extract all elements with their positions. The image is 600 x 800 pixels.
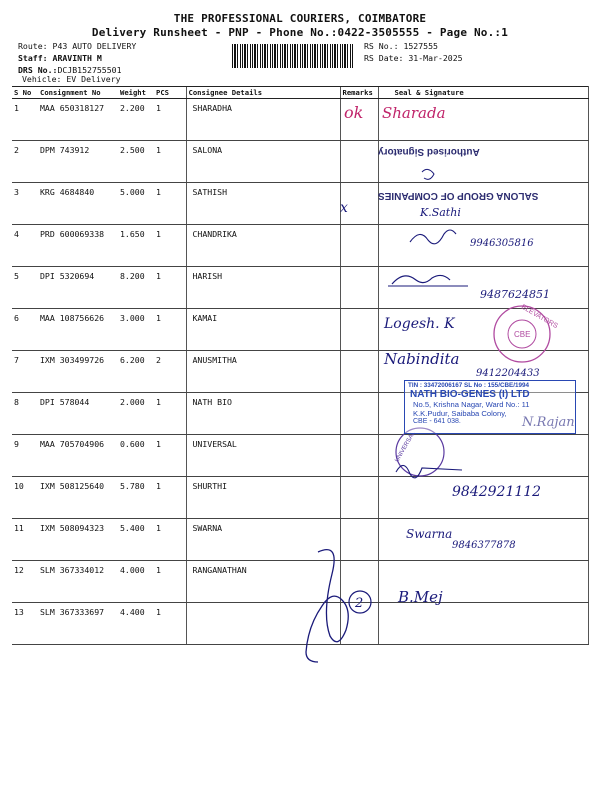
authorised-signatory-stamp: Authorised Signatory	[378, 146, 480, 157]
cell-seal-signature	[378, 309, 588, 351]
cell-consignment-no: MAA 108756626	[38, 309, 118, 351]
cell-remarks	[340, 267, 378, 309]
rs-no-value: 1527555	[403, 41, 438, 51]
stamp-address-line3: CBE - 641 038.	[413, 418, 461, 425]
cell-sno: 11	[12, 519, 38, 561]
cell-seal-signature	[378, 561, 588, 603]
cell-pcs: 2	[154, 351, 186, 393]
cell-consignee: UNIVERSAL	[186, 435, 340, 477]
elevators-seal-text: ELEVATORS	[519, 303, 559, 331]
cell-sno: 13	[12, 603, 38, 645]
staff-label: Staff:	[18, 53, 48, 63]
cell-consignment-no: IXM 508125640	[38, 477, 118, 519]
col-consignee: Consignee Details	[186, 87, 340, 99]
cell-pcs: 1	[154, 477, 186, 519]
cell-consignment-no: IXM 508094323	[38, 519, 118, 561]
table-header-row	[12, 87, 588, 99]
col-seal-signature: Seal & Signature	[378, 87, 588, 99]
cell-seal-signature	[378, 435, 588, 477]
handwritten-phone-row4: 9946305816	[470, 238, 534, 249]
cell-remarks	[340, 435, 378, 477]
col-weight: Weight	[118, 87, 154, 99]
signature-anusmitha: Nabindita	[384, 350, 460, 368]
rs-no-line	[364, 41, 438, 51]
cell-pcs: 1	[154, 183, 186, 225]
rs-date-line	[364, 53, 463, 63]
cell-seal-signature	[378, 99, 588, 141]
cell-weight: 5.400	[118, 519, 154, 561]
cell-weight: 2.500	[118, 141, 154, 183]
col-consignment-no: Consignment No	[38, 87, 118, 99]
cell-seal-signature	[378, 519, 588, 561]
table-row	[12, 309, 588, 351]
cell-consignee: SHARADHA	[186, 99, 340, 141]
cell-seal-signature	[378, 183, 588, 225]
table-row	[12, 435, 588, 477]
staff-value: ARAVINTH M	[52, 53, 102, 63]
runsheet-subtitle: Delivery Runsheet - PNP - Phone No.:0422-3505555 - Page No.:1	[91, 26, 509, 39]
cell-consignment-no: DPI 578044	[38, 393, 118, 435]
signature-row13: B.Mej	[398, 588, 443, 606]
cell-seal-signature	[378, 225, 588, 267]
cell-weight: 2.000	[118, 393, 154, 435]
cell-pcs: 1	[154, 225, 186, 267]
cell-weight: 2.200	[118, 99, 154, 141]
col-remarks: Remarks	[340, 87, 378, 99]
cell-remarks	[340, 393, 378, 435]
cell-sno: 1	[12, 99, 38, 141]
table-row	[12, 267, 588, 309]
handwritten-remark-x: x	[340, 200, 348, 216]
cell-consignment-no: IXM 303499726	[38, 351, 118, 393]
cell-weight: 5.000	[118, 183, 154, 225]
rs-date-label: RS Date:	[364, 53, 404, 63]
handwritten-phone-row6: 9487624851	[480, 288, 550, 301]
cell-pcs: 1	[154, 435, 186, 477]
cell-consignee: RANGANATHAN	[186, 561, 340, 603]
cell-remarks	[340, 477, 378, 519]
circled-mark-digit: 2	[355, 596, 364, 611]
rs-no-label: RS No.:	[364, 41, 399, 51]
cell-consignee: KAMAI	[186, 309, 340, 351]
stamp-tin-line: TIN : 33472006167 SL No : 155/CBE/1994	[408, 382, 529, 389]
col-pcs: PCS	[154, 87, 186, 99]
cell-consignment-no: SLM 367333697	[38, 603, 118, 645]
cell-pcs: 1	[154, 141, 186, 183]
staff-line	[18, 53, 102, 63]
cell-pcs: 1	[154, 603, 186, 645]
cell-weight: 8.200	[118, 267, 154, 309]
cell-pcs: 1	[154, 267, 186, 309]
cell-sno: 7	[12, 351, 38, 393]
universal-seal-text: UNIVERSAL	[394, 430, 417, 464]
cell-weight: 0.600	[118, 435, 154, 477]
cell-consignee: CHANDRIKA	[186, 225, 340, 267]
elevators-seal-center: CBE	[514, 330, 531, 339]
cell-consignment-no: KRG 4684840	[38, 183, 118, 225]
cell-consignee: HARISH	[186, 267, 340, 309]
cell-remarks	[340, 309, 378, 351]
cell-remarks	[340, 183, 378, 225]
cell-consignee: SWARNA	[186, 519, 340, 561]
stamp-address-line1: No.5, Krishna Nagar, Ward No.: 11	[413, 400, 530, 409]
drs-barcode	[232, 44, 354, 68]
handwritten-remark-ok: ok	[344, 103, 364, 122]
table-row	[12, 561, 588, 603]
cell-seal-signature	[378, 267, 588, 309]
cell-sno: 4	[12, 225, 38, 267]
cell-weight: 5.780	[118, 477, 154, 519]
route-line	[18, 41, 136, 51]
signature-sharadha: Sharada	[382, 104, 446, 122]
cell-sno: 12	[12, 561, 38, 603]
handwritten-phone-row10: 9842921112	[452, 484, 542, 500]
cell-sno: 6	[12, 309, 38, 351]
cell-sno: 10	[12, 477, 38, 519]
cell-pcs: 1	[154, 309, 186, 351]
col-sno: S No	[12, 87, 38, 99]
cell-sno: 9	[12, 435, 38, 477]
vehicle-line	[22, 74, 121, 84]
cell-weight: 3.000	[118, 309, 154, 351]
stamp-company-name: NATH BIO-GENES (I) LTD	[410, 389, 530, 400]
cell-remarks	[340, 561, 378, 603]
cell-pcs: 1	[154, 393, 186, 435]
cell-consignee: SATHISH	[186, 183, 340, 225]
cell-remarks	[340, 99, 378, 141]
cell-consignment-no: PRD 600069338	[38, 225, 118, 267]
cell-pcs: 1	[154, 99, 186, 141]
drs-value: DCJB152755501	[57, 65, 122, 75]
cell-remarks	[340, 519, 378, 561]
route-value: P43 AUTO DELIVERY	[52, 41, 137, 51]
cell-sno: 2	[12, 141, 38, 183]
nath-bio-company-stamp	[404, 380, 576, 434]
drs-label: DRS No.:	[18, 65, 58, 75]
table-row	[12, 99, 588, 141]
table-row	[12, 183, 588, 225]
cell-consignee	[186, 603, 340, 645]
handwritten-phone-row11: 9846377878	[452, 540, 516, 551]
cell-pcs: 1	[154, 561, 186, 603]
table-row	[12, 477, 588, 519]
signature-sathish: K.Sathi	[420, 206, 461, 219]
cell-sno: 3	[12, 183, 38, 225]
cell-remarks	[340, 351, 378, 393]
cell-consignee: SALONA	[186, 141, 340, 183]
route-label: Route:	[18, 41, 48, 51]
cell-consignment-no: MAA 705704906	[38, 435, 118, 477]
table-row	[12, 519, 588, 561]
table-row	[12, 225, 588, 267]
signature-logesh: Logesh. K	[384, 316, 455, 332]
cell-consignee: ANUSMITHA	[186, 351, 340, 393]
cell-seal-signature	[378, 477, 588, 519]
cell-sno: 8	[12, 393, 38, 435]
cell-consignment-no: DPM 743912	[38, 141, 118, 183]
runsheet-table	[12, 86, 589, 645]
table-row	[12, 141, 588, 183]
cell-remarks	[340, 225, 378, 267]
cell-remarks	[340, 603, 378, 645]
vehicle-label: Vehicle:	[22, 74, 62, 84]
cell-weight: 4.000	[118, 561, 154, 603]
cell-consignment-no: SLM 367334012	[38, 561, 118, 603]
cell-weight: 1.650	[118, 225, 154, 267]
company-title: THE PROFESSIONAL COURIERS, COIMBATORE	[173, 12, 427, 25]
signature-nath-bio: N.Rajan	[522, 415, 575, 430]
signature-swarna: Swarna	[406, 527, 453, 541]
stamp-address-line2: K.K.Pudur, Saibaba Colony,	[413, 409, 507, 418]
cell-weight: 4.400	[118, 603, 154, 645]
cell-consignment-no: DPI 5320694	[38, 267, 118, 309]
cell-consignee: SHURTHI	[186, 477, 340, 519]
cell-remarks	[340, 141, 378, 183]
cell-pcs: 1	[154, 519, 186, 561]
cell-seal-signature	[378, 603, 588, 645]
cell-consignment-no: MAA 650318127	[38, 99, 118, 141]
table-row	[12, 603, 588, 645]
rs-date-value: 31-Mar-2025	[408, 53, 463, 63]
table-body	[12, 99, 588, 645]
vehicle-value: EV Delivery	[66, 74, 121, 84]
cell-weight: 6.200	[118, 351, 154, 393]
cell-sno: 5	[12, 267, 38, 309]
cell-consignee: NATH BIO	[186, 393, 340, 435]
salona-seal-stamp: SALONA GROUP OF COMPANIES	[378, 190, 539, 201]
handwritten-phone-row7: 9412204433	[476, 368, 540, 379]
